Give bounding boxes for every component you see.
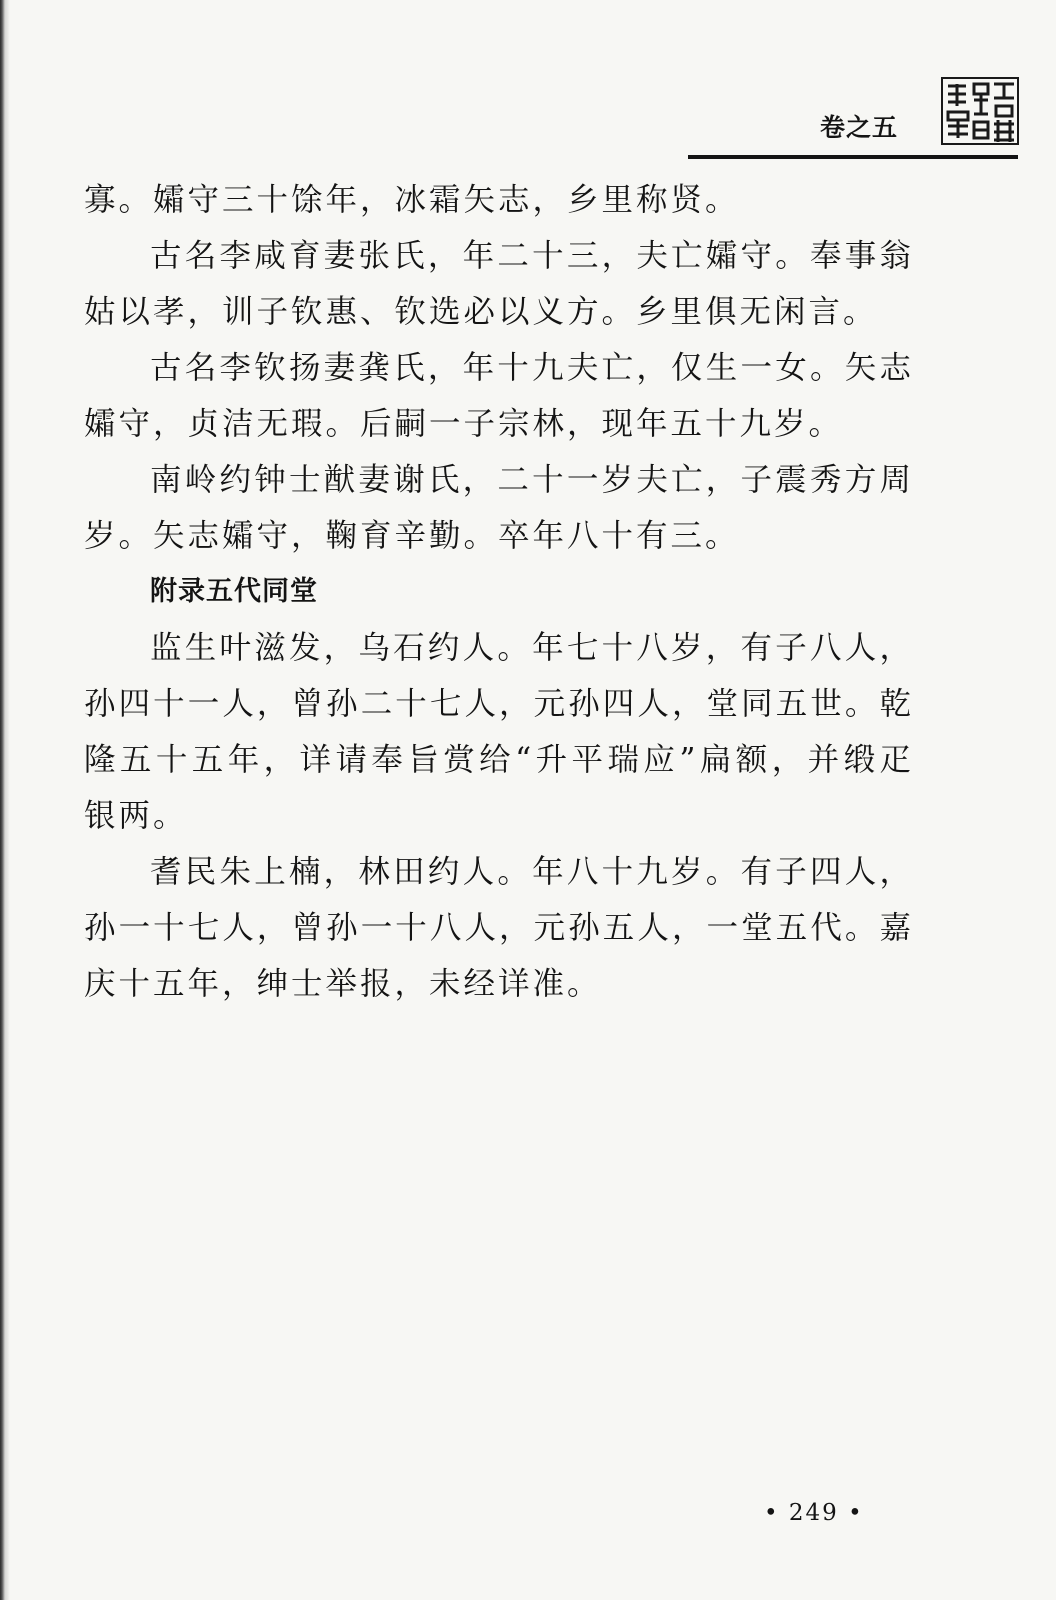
page-number: • 249 •: [764, 1500, 864, 1526]
header-rule: [688, 155, 1018, 159]
running-head: 卷之五: [820, 113, 899, 142]
section-paragraph-1: 监生叶滋发，乌石约人。年七十八岁，有子八人，孙四十一人，曾孙二十七人，元孙四人，堂同五世。乾隆五十五年，详请奉旨赏给“升平瑞应”扁额，并缎疋银两。: [84, 630, 914, 834]
section-heading: 附录五代同堂: [150, 576, 318, 607]
seal-stamp-icon: [940, 74, 1020, 148]
binding-edge: [0, 0, 10, 1600]
section-paragraph-2: 耆民朱上楠，林田约人。年八十九岁。有子四人，孙一十七人，曾孙一十八人，元孙五人，一堂五代。嘉庆十五年，绅士举报，未经详准。: [84, 854, 914, 1002]
paragraph-2: 古名李咸育妻张氏，年二十三，夫亡孀守。奉事翁姑以孝，训子钦惠、钦选必以义方。乡里俱无闲言。: [84, 238, 914, 330]
paragraph-4: 南岭约钟士猷妻谢氏，二十一岁夫亡，子震秀方周岁。矢志孀守，鞠育辛勤。卒年八十有三。: [84, 462, 914, 554]
paragraph-1: 寡。孀守三十馀年，冰霜矢志，乡里称贤。: [84, 182, 740, 218]
text-body: [84, 172, 914, 1012]
paragraph-3: 古名李钦扬妻龚氏，年十九夫亡，仅生一女。矢志孀守，贞洁无瑕。后嗣一子宗林，现年五十九岁。: [84, 350, 914, 442]
